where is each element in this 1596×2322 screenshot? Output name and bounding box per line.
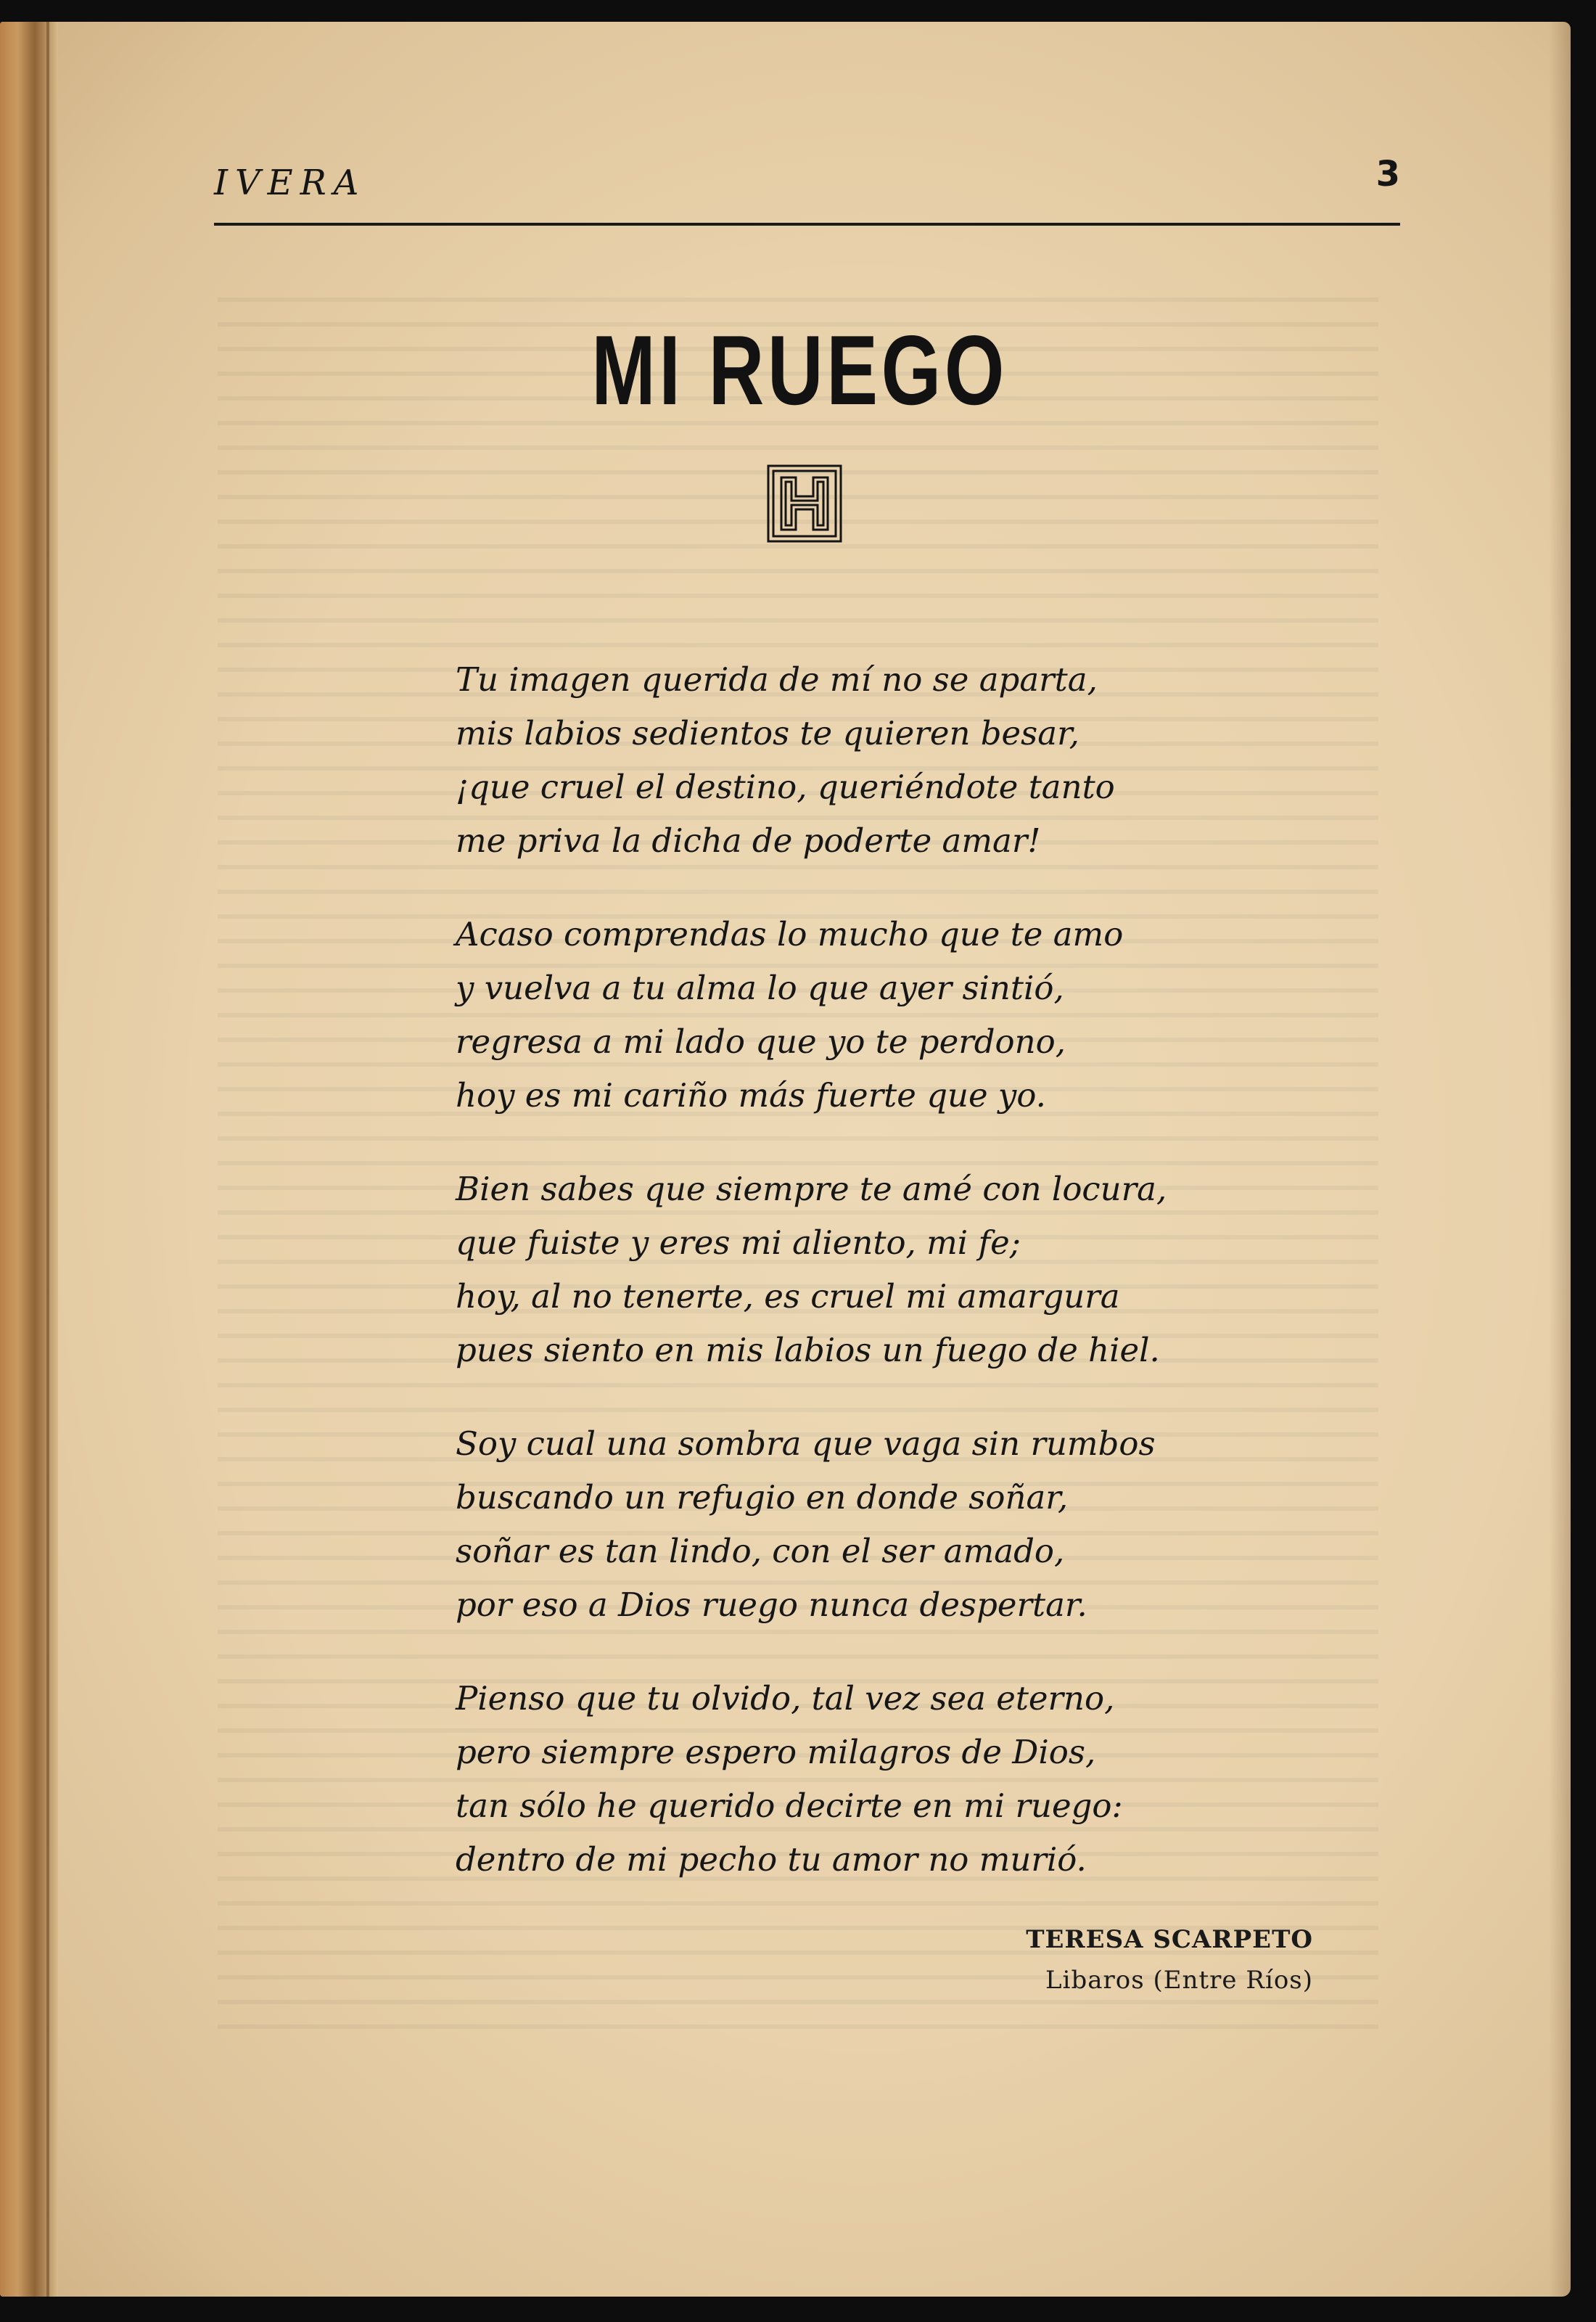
spine-fold xyxy=(46,22,49,2297)
poem-body xyxy=(456,653,1399,1927)
stanza-4 xyxy=(456,1417,1399,1632)
poem-line: mis labios sedientos te quieren besar, xyxy=(456,714,1079,752)
poem-line: soñar es tan lindo, con el ser amado, xyxy=(456,1532,1065,1570)
poem-line: tan sólo he querido decirte en mi ruego: xyxy=(456,1786,1123,1825)
poem-line: Pienso que tu olvido, tal vez sea eterno, xyxy=(456,1679,1115,1718)
author-location: Libaros (Entre Ríos) xyxy=(1045,1966,1313,1995)
poem-line: Tu imagen querida de mí no se aparta, xyxy=(456,660,1098,699)
author-signature xyxy=(1026,1919,1313,2001)
stanza-3 xyxy=(456,1162,1399,1377)
boxed-h-ornament-icon xyxy=(765,463,844,544)
poem-line: Bien sabes que siempre te amé con locura, xyxy=(456,1170,1167,1208)
stanza-1 xyxy=(456,653,1399,868)
poem-title: MI RUEGO xyxy=(591,315,1008,425)
poem-line: Acaso comprendas lo mucho que te amo xyxy=(456,915,1124,953)
author-name: TERESA SCARPETO xyxy=(1026,1925,1313,1954)
poem-line: dentro de mi pecho tu amor no murió. xyxy=(456,1840,1087,1879)
stanza-2 xyxy=(456,908,1399,1123)
poem-line: por eso a Dios ruego nunca despertar. xyxy=(456,1585,1087,1624)
page-number: 3 xyxy=(1375,154,1400,194)
poem-line: hoy es mi cariño más fuerte que yo. xyxy=(456,1076,1046,1115)
poem-line: buscando un refugio en donde soñar, xyxy=(456,1478,1069,1517)
poem-line: pero siempre espero milagros de Dios, xyxy=(456,1733,1096,1771)
poem-line: que fuiste y eres mi aliento, mi fe; xyxy=(456,1223,1021,1262)
page-edge-shadow xyxy=(1549,22,1571,2297)
stanza-5 xyxy=(456,1672,1399,1887)
running-title: IVERA xyxy=(214,163,366,203)
poem-line: hoy, al no tenerte, es cruel mi amargura xyxy=(456,1277,1120,1316)
poem-line: ¡que cruel el destino, queriéndote tanto xyxy=(456,768,1115,806)
book-spine xyxy=(0,22,58,2297)
poem-line: pues siento en mis labios un fuego de hiel. xyxy=(456,1331,1160,1369)
poem-line: regresa a mi lado que yo te perdono, xyxy=(456,1022,1066,1061)
running-header xyxy=(214,154,1400,226)
poem-line: Soy cual una sombra que vaga sin rumbos xyxy=(456,1424,1156,1463)
poem-line: me priva la dicha de poderte amar! xyxy=(456,821,1041,860)
poem-line: y vuelva a tu alma lo que ayer sintió, xyxy=(456,969,1064,1007)
